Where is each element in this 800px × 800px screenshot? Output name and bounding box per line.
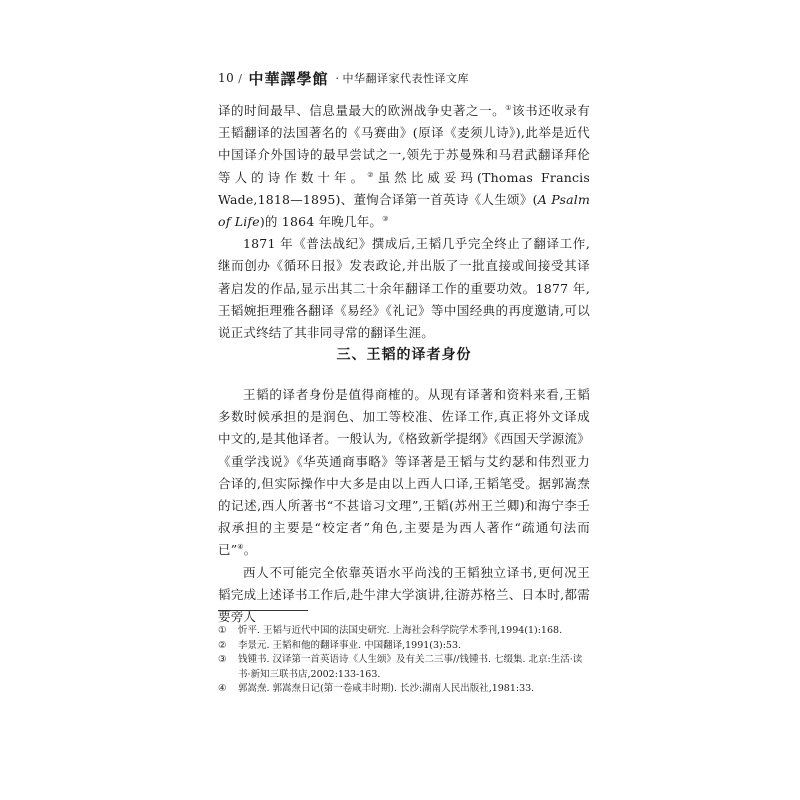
footnote-ref-4[interactable]: ④ [237,543,244,552]
para1-text-b: 该书还收录有王韬翻译的法国著名的《马赛曲》(原译《麦须儿诗》),此举是近代中国译介外国诗的最早尝试之一,领先于苏曼殊和马君武翻译拜伦等人的诗作数十年。 [218,103,591,185]
footnote-text: 郭嵩焘. 郭嵩焘日记(第一卷咸丰时期). 长沙:湖南人民出版社,1981:33. [238,683,535,694]
footnote-number: ② [218,639,227,651]
footnote-ref-1[interactable]: ① [505,103,513,112]
brand-logo-text: 中華譯學館 [248,69,329,88]
footnote-ref-2[interactable]: ② [367,170,378,179]
section-heading: 三、王韬的译者身份 [336,347,472,363]
para1-text-c: 虽然比威妥玛(Thomas Francis Wade,1818—1895)、董恂合译第一首英诗《人生颂》( [218,169,590,207]
header-separator: / [238,71,243,85]
paragraph-1 [218,100,590,233]
footnote [218,682,590,697]
paragraph-4: 西人不可能完全依靠英语水平尚浅的王韬独立译书,更何况王韬完成上述译书工作后,赴牛津大学演讲,往游苏格兰、日本时,都需要旁人 [218,564,590,625]
para1-text-d: )的 1864 年晚几年。 [259,214,383,230]
series-title: 中华翻译家代表性译文库 [342,72,470,85]
footnote [218,624,590,639]
section-text [218,384,590,628]
footnote-divider [218,610,308,611]
footnote-text: 李景元. 王韬和他的翻译事业. 中国翻译,1991(3):53. [238,639,462,651]
running-header [218,68,588,88]
para3-text-a: 王韬的译者身份是值得商榷的。从现有译著和资料来看,王韬多数时候承担的是润色、加工等校准、佐译工作,真正将外文译成中文的,是其他译者。一般认为,《格致新学提纲》《西国天学源流》《重学浅说》《华英通商事略》等译著是王韬与艾约瑟和伟烈亚力合译的,但实际操作中大多是由以上西人口译,王韬笔受。据郭嵩焘的记述,西人所著书“不甚谙习文理”,王韬(苏州王兰卿)和海宁李壬叔承担的主要是“校定者”角色,主要是为西人著作“疏通句法而已” [218,387,590,558]
footnote-ref-3[interactable]: ③ [382,214,389,223]
footnotes [218,624,590,697]
para3-text-b: 。 [243,542,257,558]
footnote-text: 忻平. 王韬与近代中国的法国史研究. 上海社会科学院学术季刊,1994(1):168. [238,625,563,636]
footnote-number: ① [218,625,227,636]
main-text [218,100,590,344]
page-number: 10 [218,71,235,85]
para1-text-a: 译的时间最早、信息量最大的欧洲战争史著之一。 [218,103,506,118]
footnote [218,639,590,654]
paragraph-3 [218,384,590,562]
footnote-text: 钱锺书. 汉译第一首英语诗《人生颂》及有关二三事//钱锺书. 七缀集. 北京:生活·读书·新知三联书店,2002:133-163. [238,654,583,680]
header-dot: · [335,71,340,85]
paragraph-2: 1871 年《普法战纪》撰成后,王韬几乎完全终止了翻译工作,继而创办《循环日报》发表政论,并出版了一批直接或间接受其译著启发的作品,显示出其二十余年翻译工作的重要功效。1877 年,王韬婉拒理雅各翻译《易经》《礼记》等中国经典的再度邀请,可以说正式终结了其非同寻常的翻译生涯。 [218,236,590,341]
footnote [218,653,590,682]
footnote-number: ③ [218,654,227,665]
poem-title-italic: A Psalm of Life [218,191,590,230]
footnote-number: ④ [218,683,227,694]
